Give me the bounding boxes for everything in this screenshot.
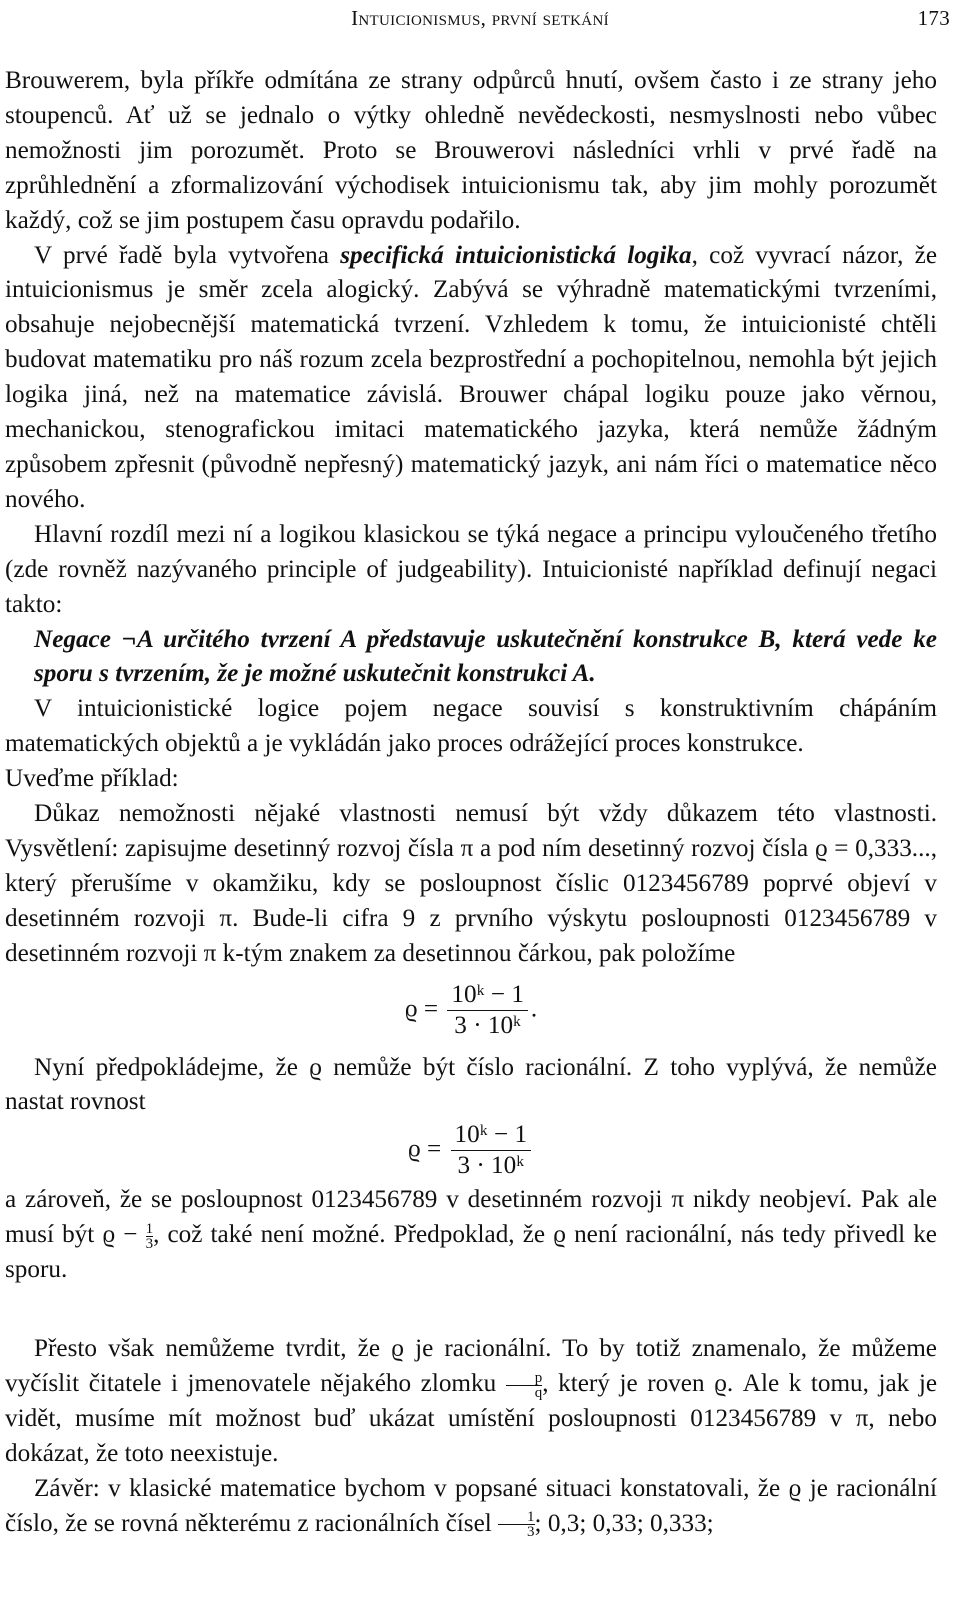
fraction	[447, 980, 528, 1041]
vertical-space	[5, 1288, 937, 1332]
page-number: 173	[917, 6, 950, 30]
text-run: Závěr: v klasické matematice bychom v popsané situaci konstatovali, že ϱ je racionální číslo, že se rovná některému z racionálních čísel	[5, 1474, 937, 1537]
paragraph: Uveďme příklad:	[5, 765, 179, 793]
emphasis-term: specifická intuicionistická logika	[340, 241, 692, 269]
running-title: Intuicionismus, první setkání	[351, 6, 609, 30]
paragraph: Brouwerem, byla příkře odmítána ze strany odpůrců hnutí, ovšem často i ze strany jeho stoupenců. Ať už se jednalo o výtky ohledně nevědeckosti, nesmyslnosti nebo vůbec nemožnosti jim porozumět. Proto se Brouwerovi následníci vrhli v prvé řadě na zprůhlednění a zformalizování východisek intuicionismu tak, aby jim mohly porozumět každý, což se jim postupem času opravdu podařilo.	[5, 67, 937, 234]
page-body	[5, 64, 937, 1542]
fraction-numerator: 10ᵏ − 1	[451, 1120, 532, 1151]
fraction	[451, 1120, 532, 1181]
text-run: , což také není možné. Předpoklad, že ϱ není racionální, nás tedy přivedl ke sporu.	[5, 1221, 937, 1284]
fraction-p-over-q	[506, 1371, 543, 1400]
fraction-denominator: 3	[145, 1236, 154, 1252]
paragraph	[5, 1472, 937, 1542]
display-equation	[5, 980, 937, 1041]
paragraph	[5, 1183, 937, 1288]
paragraph	[5, 239, 937, 518]
text-run: a zároveň, že se posloupnost 0123456789 v desetinném rozvoji π nikdy neobjeví. Pak ale musí být ϱ −	[5, 1186, 937, 1249]
definition: Negace ¬A určitého tvrzení A představuje uskutečnění konstrukce B, která vede ke sporu s tvrzením, že je možné uskutečnit konstrukci A.	[34, 625, 937, 688]
paragraph	[5, 1332, 937, 1472]
fraction-numerator: 1	[498, 1510, 535, 1525]
fraction-numerator: 1	[145, 1221, 154, 1237]
equation-lhs: ϱ =	[407, 1135, 442, 1163]
text-run: V prvé řadě byla vytvořena	[34, 241, 341, 269]
fraction-one-third	[498, 1510, 535, 1539]
fraction-numerator: 10ᵏ − 1	[447, 980, 528, 1011]
paragraph: Hlavní rozdíl mezi ní a logikou klasickou se týká negace a principu vyloučeného třetího (zde rovněž nazývaného principle of judgeability). Intuicionisté například definují negaci takto:	[5, 520, 937, 618]
fraction-denominator: 3	[527, 1524, 535, 1541]
fraction-one-third	[146, 1222, 154, 1251]
fraction-denominator: 3 · 10ᵏ	[454, 1011, 522, 1039]
paragraph: V intuicionistické logice pojem negace souvisí s konstruktivním chápáním matematických objektů a je vykládán jako proces odrážející proces konstrukce.	[5, 695, 937, 758]
equation-period: .	[530, 994, 538, 1022]
fraction-denominator: 3 · 10ᵏ	[457, 1152, 525, 1180]
fraction-denominator: q	[534, 1384, 543, 1401]
text-run: , který je roven ϱ. Ale k tomu, jak je vidět, musíme mít možnost buď ukázat umístění posloupnosti 0123456789 v π, nebo dokázat, že toto neexistuje.	[5, 1370, 937, 1467]
display-equation	[5, 1120, 937, 1181]
text-run: , což vyvrací názor, že intuicionismus je směr zcela alogický. Zabývá se výhradně matematickými tvrzeními, obsahuje nejobecnější matematická tvrzení. Vzhledem k tomu, že intuicionisté chtěli budovat matematiku pro náš rozum zcela bezprostřední a pochopitelnou, nemohla být jejich logika jiná, než na matematice závislá. Brouwer chápal logiku pouze jako věrnou, mechanickou, stenografickou imitaci matematického jazyka, která nemůže žádným způsobem zpřesnit (původně nepřesný) matematický jazyk, ani nám říci o matematice něco nového.	[5, 241, 938, 513]
fraction-numerator: p	[506, 1371, 543, 1386]
text-run: ; 0,3; 0,33; 0,333;	[534, 1509, 714, 1537]
equation-lhs: ϱ =	[404, 994, 439, 1022]
paragraph: Nyní předpokládejme, že ϱ nemůže být číslo racionální. Z toho vyplývá, že nemůže nastat rovnost	[5, 1053, 937, 1116]
text-run: Přesto však nemůžeme tvrdit, že ϱ je racionální. To by totiž znamenalo, že můžeme vyčíslit čitatele i jmenovatele nějakého zlomku	[5, 1335, 937, 1397]
paragraph: Důkaz nemožnosti nějaké vlastnosti nemusí být vždy důkazem této vlastnosti. Vysvětlení: zapisujme desetinný rozvoj čísla π a pod ním desetinný rozvoj čísla ϱ = 0,333..., který přerušíme v okamžiku, kdy se posloupnost číslic 0123456789 poprvé objeví v desetinném rozvoji π. Bude-li cifra 9 z prvního výskytu posloupnosti 0123456789 v desetinném rozvoji π k-tým znakem za desetinnou čárkou, pak položíme	[5, 800, 937, 967]
running-header	[0, 6, 960, 40]
